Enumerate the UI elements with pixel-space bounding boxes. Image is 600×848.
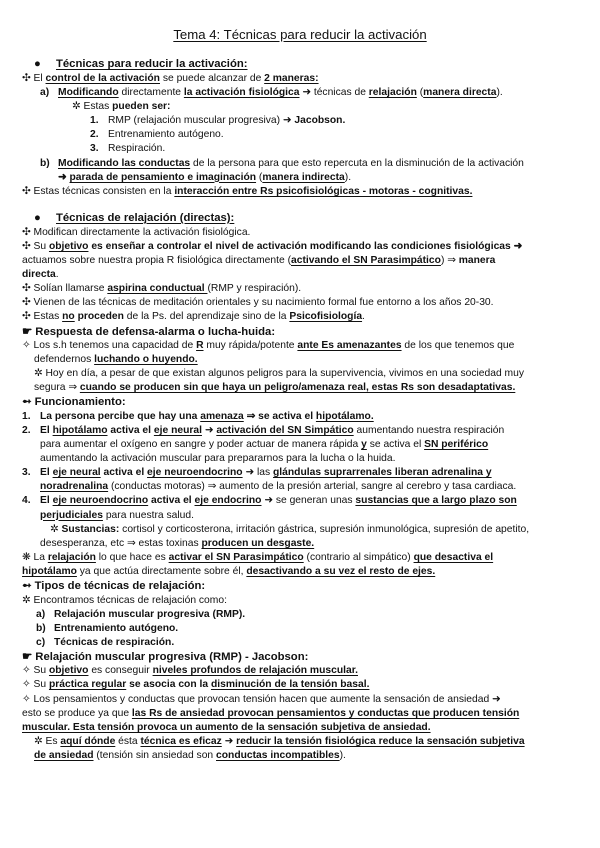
text-line: hipotálamo ya que actúa directamente sobre él, desactivando a su vez el resto de ejes. xyxy=(22,565,436,577)
text-line: muscular. Esta tensión provoca un aumento de la sensación subjetiva de ansiedad. xyxy=(22,721,431,733)
section-heading-2: ● Técnicas de relajación (directas): xyxy=(34,211,235,224)
arrow-icon: ➻ xyxy=(22,396,35,409)
text-line: ✧ Su objetivo es conseguir niveles profundos de relajación muscular. xyxy=(22,665,358,677)
decor-star-icon: ✣ xyxy=(22,311,34,323)
text-line: ✣ Vienen de las técnicas de meditación orientales y su nacimiento formal fue entorno a los años 20-30. xyxy=(22,297,494,309)
text-line: ✣ Su objetivo es enseñar a controlar el nivel de activación modificando las condiciones fisiológicas ➜ xyxy=(22,240,523,252)
bullet-icon: ● xyxy=(34,211,41,224)
decor-star-icon: ✣ xyxy=(22,240,34,252)
text-line: ✧ Su práctica regular se asocia con la disminución de la tensión basal. xyxy=(22,679,370,691)
list-item: 2. Entrenamiento autógeno. xyxy=(90,129,224,141)
decor-star-icon: ✣ xyxy=(22,226,34,238)
intro-line: ✣ El control de la activación se puede alcanzar de 2 maneras: xyxy=(22,73,319,84)
list-item: 1. RMP (relajación muscular progresiva) ➜ Jacobson. xyxy=(90,115,346,127)
text-line: perjudiciales para nuestra salud. xyxy=(40,509,194,521)
arrow-icon: ➻ xyxy=(22,580,35,592)
option-a: a) Modificando directamente la activación fisiológica ➜ técnicas de relajación (manera directa). xyxy=(40,87,503,99)
decor-star-icon: ✣ xyxy=(22,73,34,84)
text-line: ✲ Hoy en día, a pesar de que existan algunos peligros para la supervivencia, vivimos en una sociedad muy xyxy=(34,368,525,380)
consist-line: ✣ Estas técnicas consisten en la interacción entre Rs psicofisiológicas - motoras - cognitivas. xyxy=(22,185,473,197)
list-item: a) Relajación muscular progresiva (RMP). xyxy=(36,608,246,620)
decor-diamond-icon: ✧ xyxy=(22,665,34,677)
subheading-tipos: ➻ Tipos de técnicas de relajación: xyxy=(22,580,206,592)
list-item: b) Entrenamiento autógeno. xyxy=(36,622,179,634)
bullet-icon: ● xyxy=(34,58,41,70)
text-line: ❋ La relajación lo que hace es activar el SN Parasimpático (contrario al simpático) que desactiva el xyxy=(22,551,494,563)
text-line: ✣ Estas no proceden de la Ps. del aprendizaje sino de la Psicofisiología. xyxy=(22,311,365,323)
decor-star-icon: ✲ xyxy=(22,594,34,606)
list-item: 4. El eje neuroendocrino activa el eje endocrino ➜ se generan unas sustancias que a largo plazo son xyxy=(22,495,517,507)
list-item: c) Técnicas de respiración. xyxy=(36,636,175,648)
text-line: para aumentar el oxígeno en sangre y poder actuar de manera rápida y se activa el SN periférico xyxy=(40,439,489,451)
subheading-funcionamiento: ➻ Funcionamiento: xyxy=(22,396,126,409)
text-line: desesperanza, etc ⇒ estas toxinas producen un desgaste. xyxy=(40,537,315,549)
decor-star-icon: ✲ xyxy=(50,523,62,535)
page-title: Tema 4: Técnicas para reducir la activación xyxy=(173,27,427,42)
text-line: defendernos luchando o huyendo. xyxy=(34,354,198,366)
text-line: directa. xyxy=(22,269,59,281)
text-line: de ansiedad (tensión sin ansiedad son conductas incompatibles). xyxy=(34,749,346,761)
decor-star-icon: ✲ xyxy=(72,101,84,113)
text-line: ✲ Encontramos técnicas de relajación como: xyxy=(22,594,227,606)
list-item: 2. El hipotálamo activa el eje neural ➜ activación del SN Simpático aumentando nuestra respiración xyxy=(22,424,505,436)
section-heading-1: ● Técnicas para reducir la activación: xyxy=(34,58,248,70)
text-line: ✲ Es aquí dónde ésta técnica es eficaz ➜ reducir la tensión fisiológica reduce la sensación subjetiva xyxy=(34,735,525,747)
text-line: ✧ Los pensamientos y conductas que provocan tensión hacen que aumente la sensación de ansiedad ➜ xyxy=(22,693,501,705)
text-line: ✲ Sustancias: cortisol y corticosterona, irritación gástrica, supresión inmunológica, supresión de apetito, xyxy=(50,523,530,535)
decor-asterisk-icon: ❋ xyxy=(22,551,34,563)
decor-star-icon: ✣ xyxy=(22,185,34,197)
text-line: esto se produce ya que las Rs de ansiedad provocan pensamientos y conductas que producen tensión xyxy=(22,707,520,719)
list-item: 3. El eje neural activa el eje neuroendocrino ➜ las glándulas suprarrenales liberan adrenalina y xyxy=(22,467,492,479)
estas-line: ✲ Estas pueden ser: xyxy=(72,101,171,113)
option-b: b) Modificando las conductas de la persona para que esto repercuta en la disminución de la activación xyxy=(40,157,524,169)
text-line: ✣ Solían llamarse aspirina conductual (RMP y respiración). xyxy=(22,283,302,295)
decor-diamond-icon: ✧ xyxy=(22,340,34,351)
text-line: noradrenalina (conductas motoras) ⇒ aumento de la presión arterial, sangre al cerebro y tasa cardiaca. xyxy=(40,481,517,493)
text-line: actuamos sobre nuestra propia R fisiológica directamente (activando el SN Parasimpático) ⇒ manera xyxy=(22,255,496,267)
list-item: 3. Respiración. xyxy=(90,143,166,155)
decor-star-icon: ✲ xyxy=(34,368,46,380)
pointing-hand-icon: ☛ xyxy=(22,325,36,338)
decor-star-icon: ✣ xyxy=(22,297,34,309)
text-line: ✣ Modifican directamente la activación fisiológica. xyxy=(22,226,251,238)
decor-diamond-icon: ✧ xyxy=(22,679,34,691)
decor-star-icon: ✣ xyxy=(22,283,34,295)
text-line: ✧ Los s.h tenemos una capacidad de R muy rápida/potente ante Es amenazantes de los que tenemos que xyxy=(22,340,515,351)
text-line: segura ⇒ cuando se producen sin que haya un peligro/amenaza real, estas Rs son desadaptativas. xyxy=(34,382,516,394)
option-b-cont: ➜ parada de pensamiento e imaginación (manera indirecta). xyxy=(58,171,352,183)
text-line: aumentando la activación muscular para prepararnos para la lucha o la huida. xyxy=(40,453,396,465)
decor-star-icon: ✲ xyxy=(34,735,46,747)
subheading-rmp: ☛ Relajación muscular progresiva (RMP) - Jacobson: xyxy=(22,650,309,663)
decor-diamond-icon: ✧ xyxy=(22,693,34,705)
list-item: 1. La persona percibe que hay una amenaza ⇒ se activa el hipotálamo. xyxy=(22,410,374,422)
pointing-hand-icon: ☛ xyxy=(22,650,36,663)
subheading-respuesta: ☛ Respuesta de defensa-alarma o lucha-huida: xyxy=(22,325,276,338)
